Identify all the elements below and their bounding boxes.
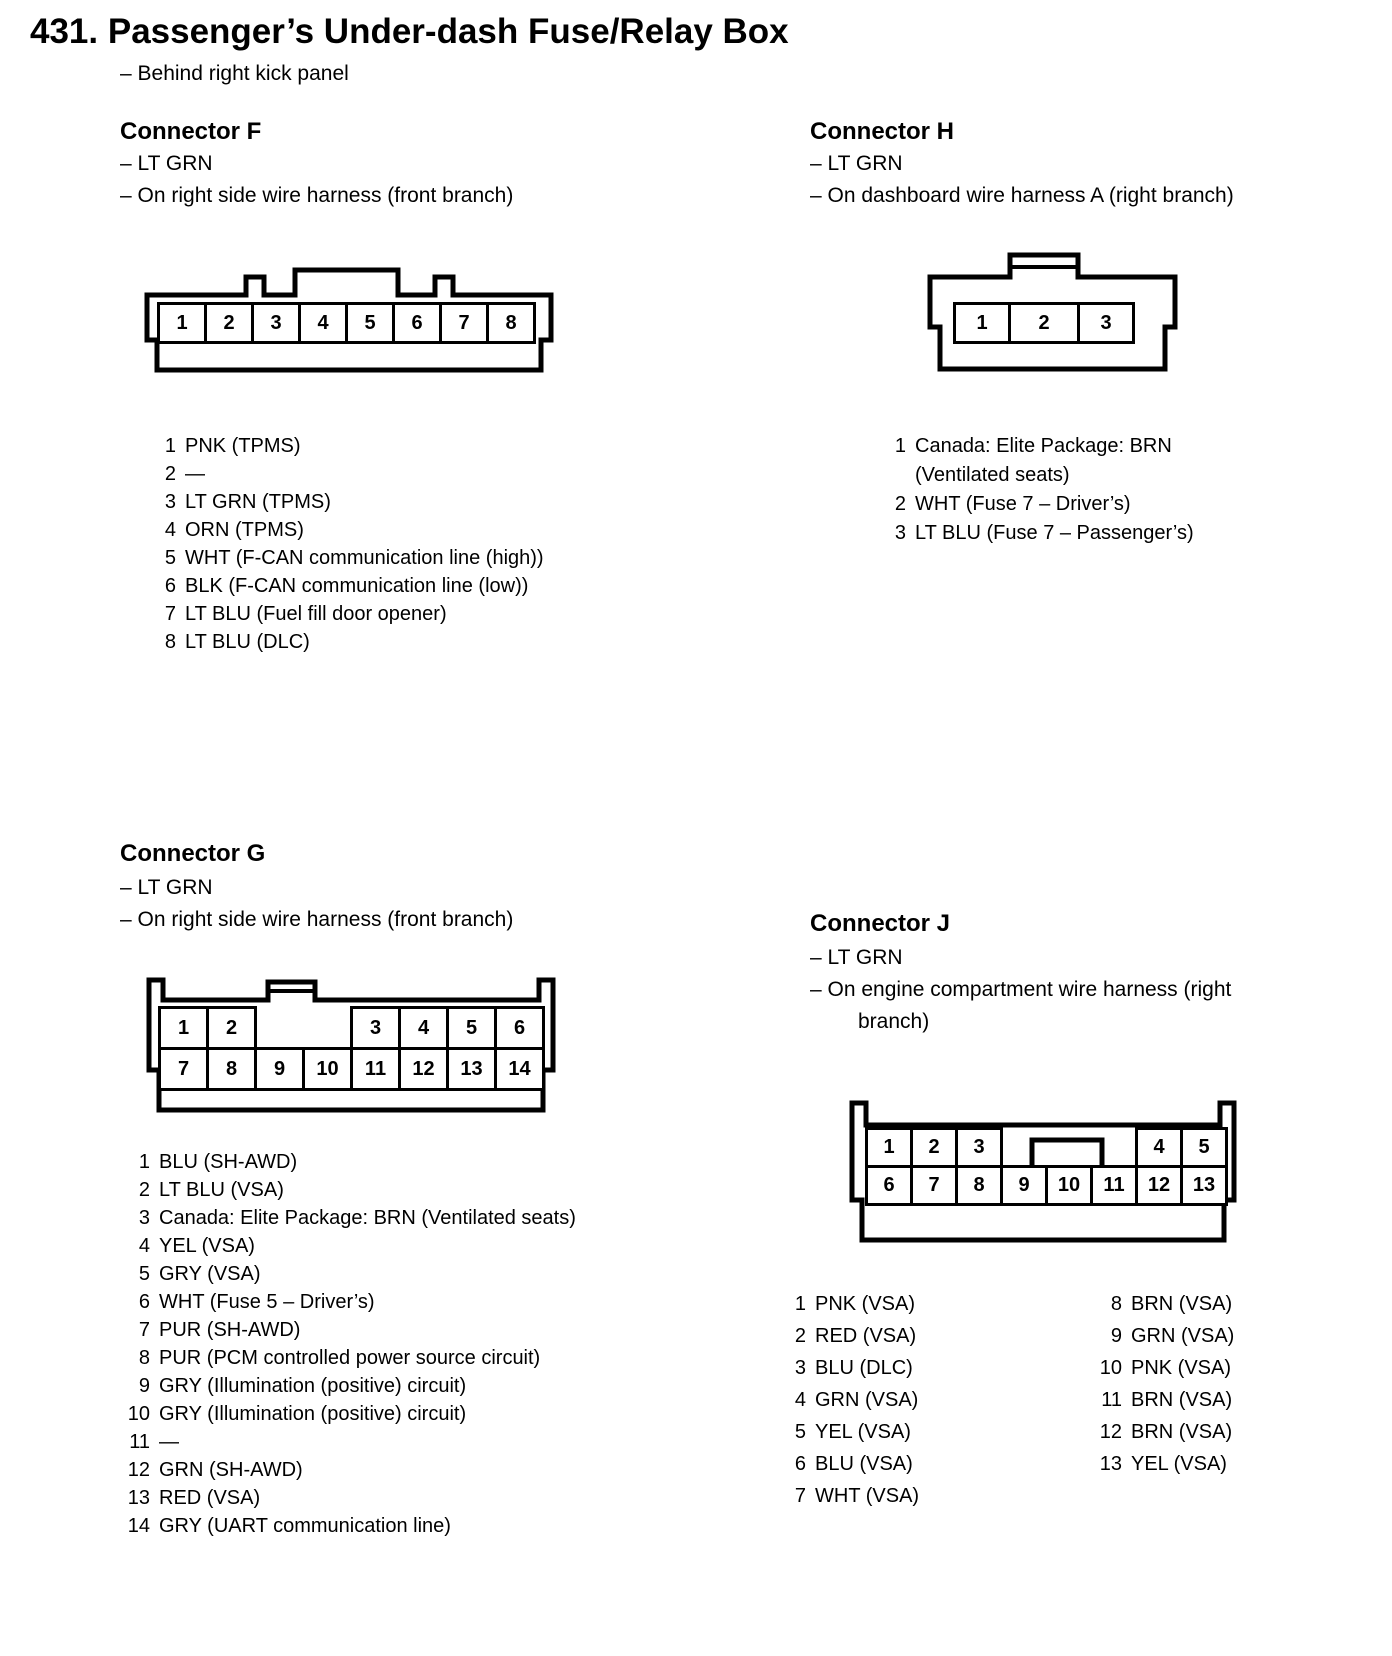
connector-g-note-location: – On right side wire harness (front branch)	[120, 908, 514, 931]
connector-f-pin-box-8: 8	[486, 302, 536, 344]
page-title: 431. Passenger’s Under-dash Fuse/Relay Box	[30, 12, 789, 51]
pin-item	[118, 1484, 576, 1512]
pin-number: 3	[894, 522, 906, 544]
connector-g-pin-box-12: 12	[398, 1047, 449, 1091]
connector-j-heading: Connector J	[810, 910, 951, 937]
connector-j-pin-list-right	[1088, 1288, 1234, 1480]
connector-g-pin-box-5: 5	[446, 1006, 497, 1050]
pin-label: BLU (SH-AWD)	[159, 1151, 298, 1173]
connector-f-pin-box-5: 5	[345, 302, 395, 344]
pin-label: RED (VSA)	[159, 1487, 261, 1509]
pin-label: YEL (VSA)	[1131, 1453, 1227, 1475]
pin-label: GRY (UART communication line)	[159, 1515, 451, 1537]
pin-item	[150, 600, 544, 628]
connector-j-note-color: – LT GRN	[810, 946, 903, 969]
pin-item	[780, 1320, 919, 1352]
pin-label-line-2: (Ventilated seats)	[915, 464, 1070, 486]
connector-f-pin-box-6: 6	[392, 302, 442, 344]
connector-f-note-location: – On right side wire harness (front branch)	[120, 184, 514, 207]
connector-f-pin-box-3: 3	[251, 302, 301, 344]
pin-label-line-1: Canada: Elite Package: BRN	[915, 435, 1172, 457]
pin-item	[780, 1288, 919, 1320]
connector-g-pin-box-9: 9	[254, 1047, 305, 1091]
connector-j-pin-box-10: 10	[1045, 1165, 1093, 1206]
pin-number: 2	[164, 463, 176, 485]
pin-item	[118, 1428, 576, 1456]
connector-j-pin-list-left	[780, 1288, 919, 1512]
pin-label: PNK (VSA)	[815, 1293, 916, 1315]
connector-g-pin-box-3: 3	[350, 1006, 401, 1050]
pin-label: RED (VSA)	[815, 1325, 917, 1347]
connector-h-pin-list	[880, 432, 1194, 548]
pin-number: 11	[1101, 1389, 1122, 1411]
pin-number: 4	[164, 519, 176, 541]
pin-item	[118, 1148, 576, 1176]
pin-number: 4	[138, 1235, 150, 1257]
pin-label: —	[185, 463, 205, 485]
pin-label: GRN (VSA)	[1131, 1325, 1235, 1347]
pin-item	[118, 1232, 576, 1260]
connector-h-heading: Connector H	[810, 118, 954, 145]
connector-j-pin-box-3: 3	[955, 1127, 1003, 1168]
pin-item	[780, 1352, 919, 1384]
connector-h-note-color: – LT GRN	[810, 152, 903, 175]
pin-item	[1088, 1448, 1234, 1480]
pin-item	[780, 1480, 919, 1512]
pin-item	[880, 490, 1194, 519]
connector-j-pin-box-1: 1	[865, 1127, 913, 1168]
connector-h-diagram	[925, 252, 1195, 377]
pin-item	[118, 1512, 576, 1540]
connector-f-pin-box-7: 7	[439, 302, 489, 344]
pin-label: BLK (F-CAN communication line (low))	[185, 575, 529, 597]
pin-item	[780, 1384, 919, 1416]
pin-label: —	[159, 1431, 179, 1453]
pin-item	[880, 432, 1194, 490]
pin-number: 2	[794, 1325, 806, 1347]
pin-item	[118, 1456, 576, 1484]
pin-label: YEL (VSA)	[815, 1421, 911, 1443]
pin-number: 12	[127, 1459, 150, 1481]
pin-label: BRN (VSA)	[1131, 1293, 1233, 1315]
pin-number: 8	[164, 631, 176, 653]
pin-item	[150, 488, 544, 516]
pin-number: 2	[138, 1179, 150, 1201]
pin-item	[118, 1400, 576, 1428]
connector-j-pin-box-11: 11	[1090, 1165, 1138, 1206]
connector-j-pin-box-4: 4	[1135, 1127, 1183, 1168]
pin-label: BLU (VSA)	[815, 1453, 913, 1475]
pin-number: 3	[164, 491, 176, 513]
connector-j-pin-box-7: 7	[910, 1165, 958, 1206]
pin-label: BRN (VSA)	[1131, 1389, 1233, 1411]
connector-j-note-location: – On engine compartment wire harness (right	[810, 978, 1232, 1001]
connector-g-pin-box-11: 11	[350, 1047, 401, 1091]
pin-number: 6	[138, 1291, 150, 1313]
pin-number: 1	[894, 435, 906, 457]
connector-j-pin-box-6: 6	[865, 1165, 913, 1206]
pin-number: 6	[794, 1453, 806, 1475]
pin-number: 2	[894, 493, 906, 515]
connector-f-pin-box-1: 1	[157, 302, 207, 344]
pin-item	[118, 1176, 576, 1204]
connector-j-pin-box-5: 5	[1180, 1127, 1228, 1168]
pin-label: PNK (VSA)	[1131, 1357, 1232, 1379]
connector-j-pin-box-12: 12	[1135, 1165, 1183, 1206]
pin-label: GRN (VSA)	[815, 1389, 919, 1411]
pin-item	[1088, 1320, 1234, 1352]
pin-number: 6	[164, 575, 176, 597]
connector-g-pin-list	[118, 1148, 576, 1540]
pin-label: BRN (VSA)	[1131, 1421, 1233, 1443]
pin-item	[118, 1204, 576, 1232]
pin-item	[1088, 1352, 1234, 1384]
pin-item	[118, 1260, 576, 1288]
pin-item	[780, 1448, 919, 1480]
pin-item	[150, 628, 544, 656]
connector-g-pin-box-13: 13	[446, 1047, 497, 1091]
pin-number: 8	[1110, 1293, 1122, 1315]
pin-item	[780, 1416, 919, 1448]
pin-number: 1	[794, 1293, 806, 1315]
pin-label: LT GRN (TPMS)	[185, 491, 331, 513]
pin-number: 13	[1099, 1453, 1122, 1475]
pin-number: 7	[794, 1485, 806, 1507]
pin-number: 5	[138, 1263, 150, 1285]
pin-number: 1	[138, 1151, 150, 1173]
pin-label: Canada: Elite Package: BRN (Ventilated seats)	[159, 1207, 576, 1229]
pin-label: LT BLU (Fuse 7 – Passenger’s)	[915, 522, 1194, 544]
pin-label: LT BLU (DLC)	[185, 631, 310, 653]
pin-label	[915, 432, 1172, 490]
pin-label: PUR (SH-AWD)	[159, 1319, 301, 1341]
connector-g-pin-box-7: 7	[158, 1047, 209, 1091]
pin-number: 13	[127, 1487, 150, 1509]
connector-g-pin-box-4: 4	[398, 1006, 449, 1050]
pin-item	[1088, 1416, 1234, 1448]
pin-item	[150, 460, 544, 488]
pin-label: LT BLU (VSA)	[159, 1179, 284, 1201]
pin-label: WHT (F-CAN communication line (high))	[185, 547, 544, 569]
pin-label: PUR (PCM controlled power source circuit)	[159, 1347, 541, 1369]
pin-number: 1	[164, 435, 176, 457]
connector-g-pin-box-2: 2	[206, 1006, 257, 1050]
pin-number: 10	[127, 1403, 150, 1425]
connector-j-pin-box-9: 9	[1000, 1165, 1048, 1206]
pin-item	[880, 519, 1194, 548]
pin-item	[1088, 1384, 1234, 1416]
pin-number: 9	[1110, 1325, 1122, 1347]
connector-h-pin-box-1: 1	[953, 302, 1011, 344]
pin-number: 9	[138, 1375, 150, 1397]
connector-g-pin-box-10: 10	[302, 1047, 353, 1091]
pin-number: 3	[794, 1357, 806, 1379]
pin-item	[118, 1344, 576, 1372]
pin-number: 10	[1099, 1357, 1122, 1379]
pin-label: GRN (SH-AWD)	[159, 1459, 303, 1481]
connector-g-pin-box-8: 8	[206, 1047, 257, 1091]
pin-label: WHT (Fuse 7 – Driver’s)	[915, 493, 1131, 515]
connector-g-pin-box-1: 1	[158, 1006, 209, 1050]
connector-f-diagram	[143, 262, 555, 377]
pin-number: 5	[794, 1421, 806, 1443]
pin-number: 14	[127, 1515, 150, 1537]
pin-item	[150, 516, 544, 544]
connector-h-pin-box-2: 2	[1008, 302, 1080, 344]
connector-j-pin-box-8: 8	[955, 1165, 1003, 1206]
pin-label: WHT (Fuse 5 – Driver’s)	[159, 1291, 375, 1313]
connector-j-diagram	[848, 1095, 1238, 1255]
connector-j-pin-box-2: 2	[910, 1127, 958, 1168]
pin-number: 4	[794, 1389, 806, 1411]
pin-number: 7	[164, 603, 176, 625]
pin-label: WHT (VSA)	[815, 1485, 920, 1507]
pin-number: 11	[129, 1431, 150, 1453]
pin-number: 3	[138, 1207, 150, 1229]
pin-label: YEL (VSA)	[159, 1235, 255, 1257]
pin-item	[118, 1316, 576, 1344]
pin-item	[150, 432, 544, 460]
pin-label: PNK (TPMS)	[185, 435, 301, 457]
connector-g-pin-box-6: 6	[494, 1006, 545, 1050]
pin-label: LT BLU (Fuel fill door opener)	[185, 603, 447, 625]
connector-g-note-color: – LT GRN	[120, 876, 213, 899]
connector-f-pin-box-4: 4	[298, 302, 348, 344]
pin-label: GRY (VSA)	[159, 1263, 261, 1285]
pin-label: GRY (Illumination (positive) circuit)	[159, 1403, 467, 1425]
connector-h-pin-box-3: 3	[1077, 302, 1135, 344]
connector-j-note-location-wrap: branch)	[858, 1010, 930, 1033]
pin-number: 8	[138, 1347, 150, 1369]
connector-f-pin-box-2: 2	[204, 302, 254, 344]
connector-g-diagram	[145, 970, 560, 1120]
pin-item	[1088, 1288, 1234, 1320]
pin-number: 7	[138, 1319, 150, 1341]
pin-item	[118, 1288, 576, 1316]
pin-item	[150, 544, 544, 572]
pin-number: 5	[164, 547, 176, 569]
pin-label: GRY (Illumination (positive) circuit)	[159, 1375, 467, 1397]
pin-item	[150, 572, 544, 600]
pin-item	[118, 1372, 576, 1400]
connector-f-heading: Connector F	[120, 118, 262, 145]
connector-g-heading: Connector G	[120, 840, 266, 867]
pin-label: ORN (TPMS)	[185, 519, 304, 541]
connector-j-pin-box-13: 13	[1180, 1165, 1228, 1206]
page-subtitle: – Behind right kick panel	[120, 62, 349, 85]
pin-label: BLU (DLC)	[815, 1357, 913, 1379]
connector-f-note-color: – LT GRN	[120, 152, 213, 175]
connector-h-note-location: – On dashboard wire harness A (right branch)	[810, 184, 1234, 207]
connector-g-pin-box-14: 14	[494, 1047, 545, 1091]
connector-f-pin-list	[150, 432, 544, 656]
pin-number: 12	[1099, 1421, 1122, 1443]
